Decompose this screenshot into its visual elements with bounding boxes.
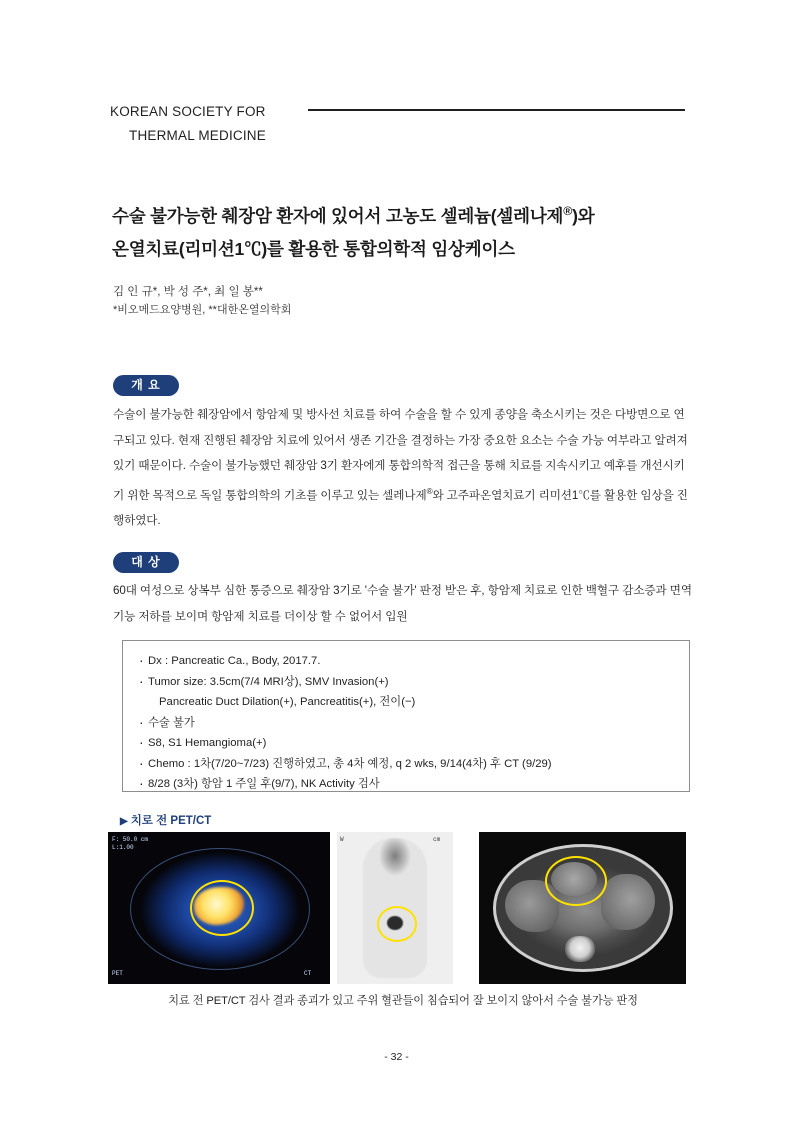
- clinical-detail-item: · Chemo : 1차(7/20~7/23) 진행하였고, 총 4차 예정, q 2 wks, 9/14(4차) 후 CT (9/29): [137, 754, 675, 775]
- page-title: [112, 195, 712, 266]
- section-tag-abstract: 개 요: [113, 375, 179, 396]
- section-tag-subject: 대 상: [113, 552, 179, 573]
- affiliations: *비오메드요양병원, **대한온열의학회: [113, 304, 292, 316]
- mip-overlay-top-right: cm: [433, 836, 441, 843]
- mip-lesion-highlight-circle: [377, 906, 417, 942]
- pet-mip-coronal-image: [337, 832, 453, 984]
- figure-image-row: [108, 832, 686, 984]
- clinical-detail-item: · 8/28 (3차) 항암 1 주일 후(9/7), NK Activity 검사: [137, 774, 675, 795]
- society-name-line1: KOREAN SOCIETY FOR: [110, 104, 266, 119]
- clinical-detail-item: · 수술 불가: [137, 713, 675, 734]
- pet-overlay-top-left: F: 50.0 cm L:1.00: [112, 836, 149, 851]
- ct-vertebra: [565, 936, 595, 962]
- page-number: - 32 -: [384, 1051, 409, 1063]
- authors: 김 인 규*, 박 성 주*, 최 일 봉**: [113, 286, 263, 298]
- clinical-detail-item: Pancreatic Duct Dilation(+), Pancreatitis(+), 전이(−): [159, 696, 416, 708]
- figure-caption: 치료 전 PET/CT 검사 결과 종괴가 있고 주위 혈관들이 침습되어 잘 보이지 않아서 수술 불가능 판정: [168, 995, 638, 1007]
- ct-axial-abdomen-image: [479, 832, 686, 984]
- clinical-detail-item: · Tumor size: 3.5cm(7/4 MRI상), SMV Invasion(+): [137, 672, 675, 693]
- figure-heading-label: 치로 전 PET/CT: [130, 815, 212, 827]
- pet-overlay-bottom-right: CT: [304, 970, 312, 977]
- society-name-line2: THERMAL MEDICINE: [129, 128, 266, 143]
- clinical-detail-box: [122, 640, 690, 792]
- pet-ct-fused-axial-image: [108, 832, 330, 984]
- title-line-2: 온열치료(리미션1℃)를 활용한 통합의학적 임상케이스: [112, 238, 515, 259]
- header-rule: [308, 109, 685, 111]
- subject-paragraph: 60대 여성으로 상복부 심한 통증으로 췌장암 3기로 '수술 불가' 판정 받은 후, 항암제 치료로 인한 백혈구 감소증과 면역기능 저하를 보이며 항암제 치료를 더이상 할 수 없어서 입원: [113, 584, 692, 623]
- title-line-1: 수술 불가능한 췌장암 환자에 있어서 고농도 셀레늄(셀레나제®)와: [112, 204, 595, 226]
- abstract-paragraph: 수술이 불가능한 췌장암에서 항암제 및 방사선 치료를 하여 수술을 할 수 있게 종양을 축소시키는 것은 다방면으로 연구되고 있다. 현재 진행된 췌장암 치료에 있어서 생존 기간을 결정하는 가장 중요한 요소는 수술 가능 여부라고 알려져 있기 때문이다. 수술이 불가능했던 췌장암 3기 환자에게 통합의학적 접근을 통해 치료를 지속시키고 예후를 개선시키기 위한 목적으로 독일 통합의학의 기초를 이루고 있는 셀레나제®와 고주파온열치료기 리미션1℃를 활용한 임상을 진행하였다.: [113, 408, 688, 527]
- clinical-detail-item: · S8, S1 Hemangioma(+): [137, 733, 675, 754]
- society-name: [110, 100, 310, 148]
- triangle-marker-icon: ▶: [120, 816, 128, 827]
- clinical-detail-list: [137, 651, 675, 795]
- figure-heading: [120, 812, 211, 828]
- clinical-detail-item: · Dx : Pancreatic Ca., Body, 2017.7.: [137, 651, 675, 672]
- pet-overlay-bottom-left: PET: [112, 970, 123, 977]
- mip-overlay-top-left: W: [340, 836, 344, 843]
- pet-lesion-highlight-circle: [190, 880, 254, 936]
- ct-lesion-highlight-circle: [545, 856, 607, 906]
